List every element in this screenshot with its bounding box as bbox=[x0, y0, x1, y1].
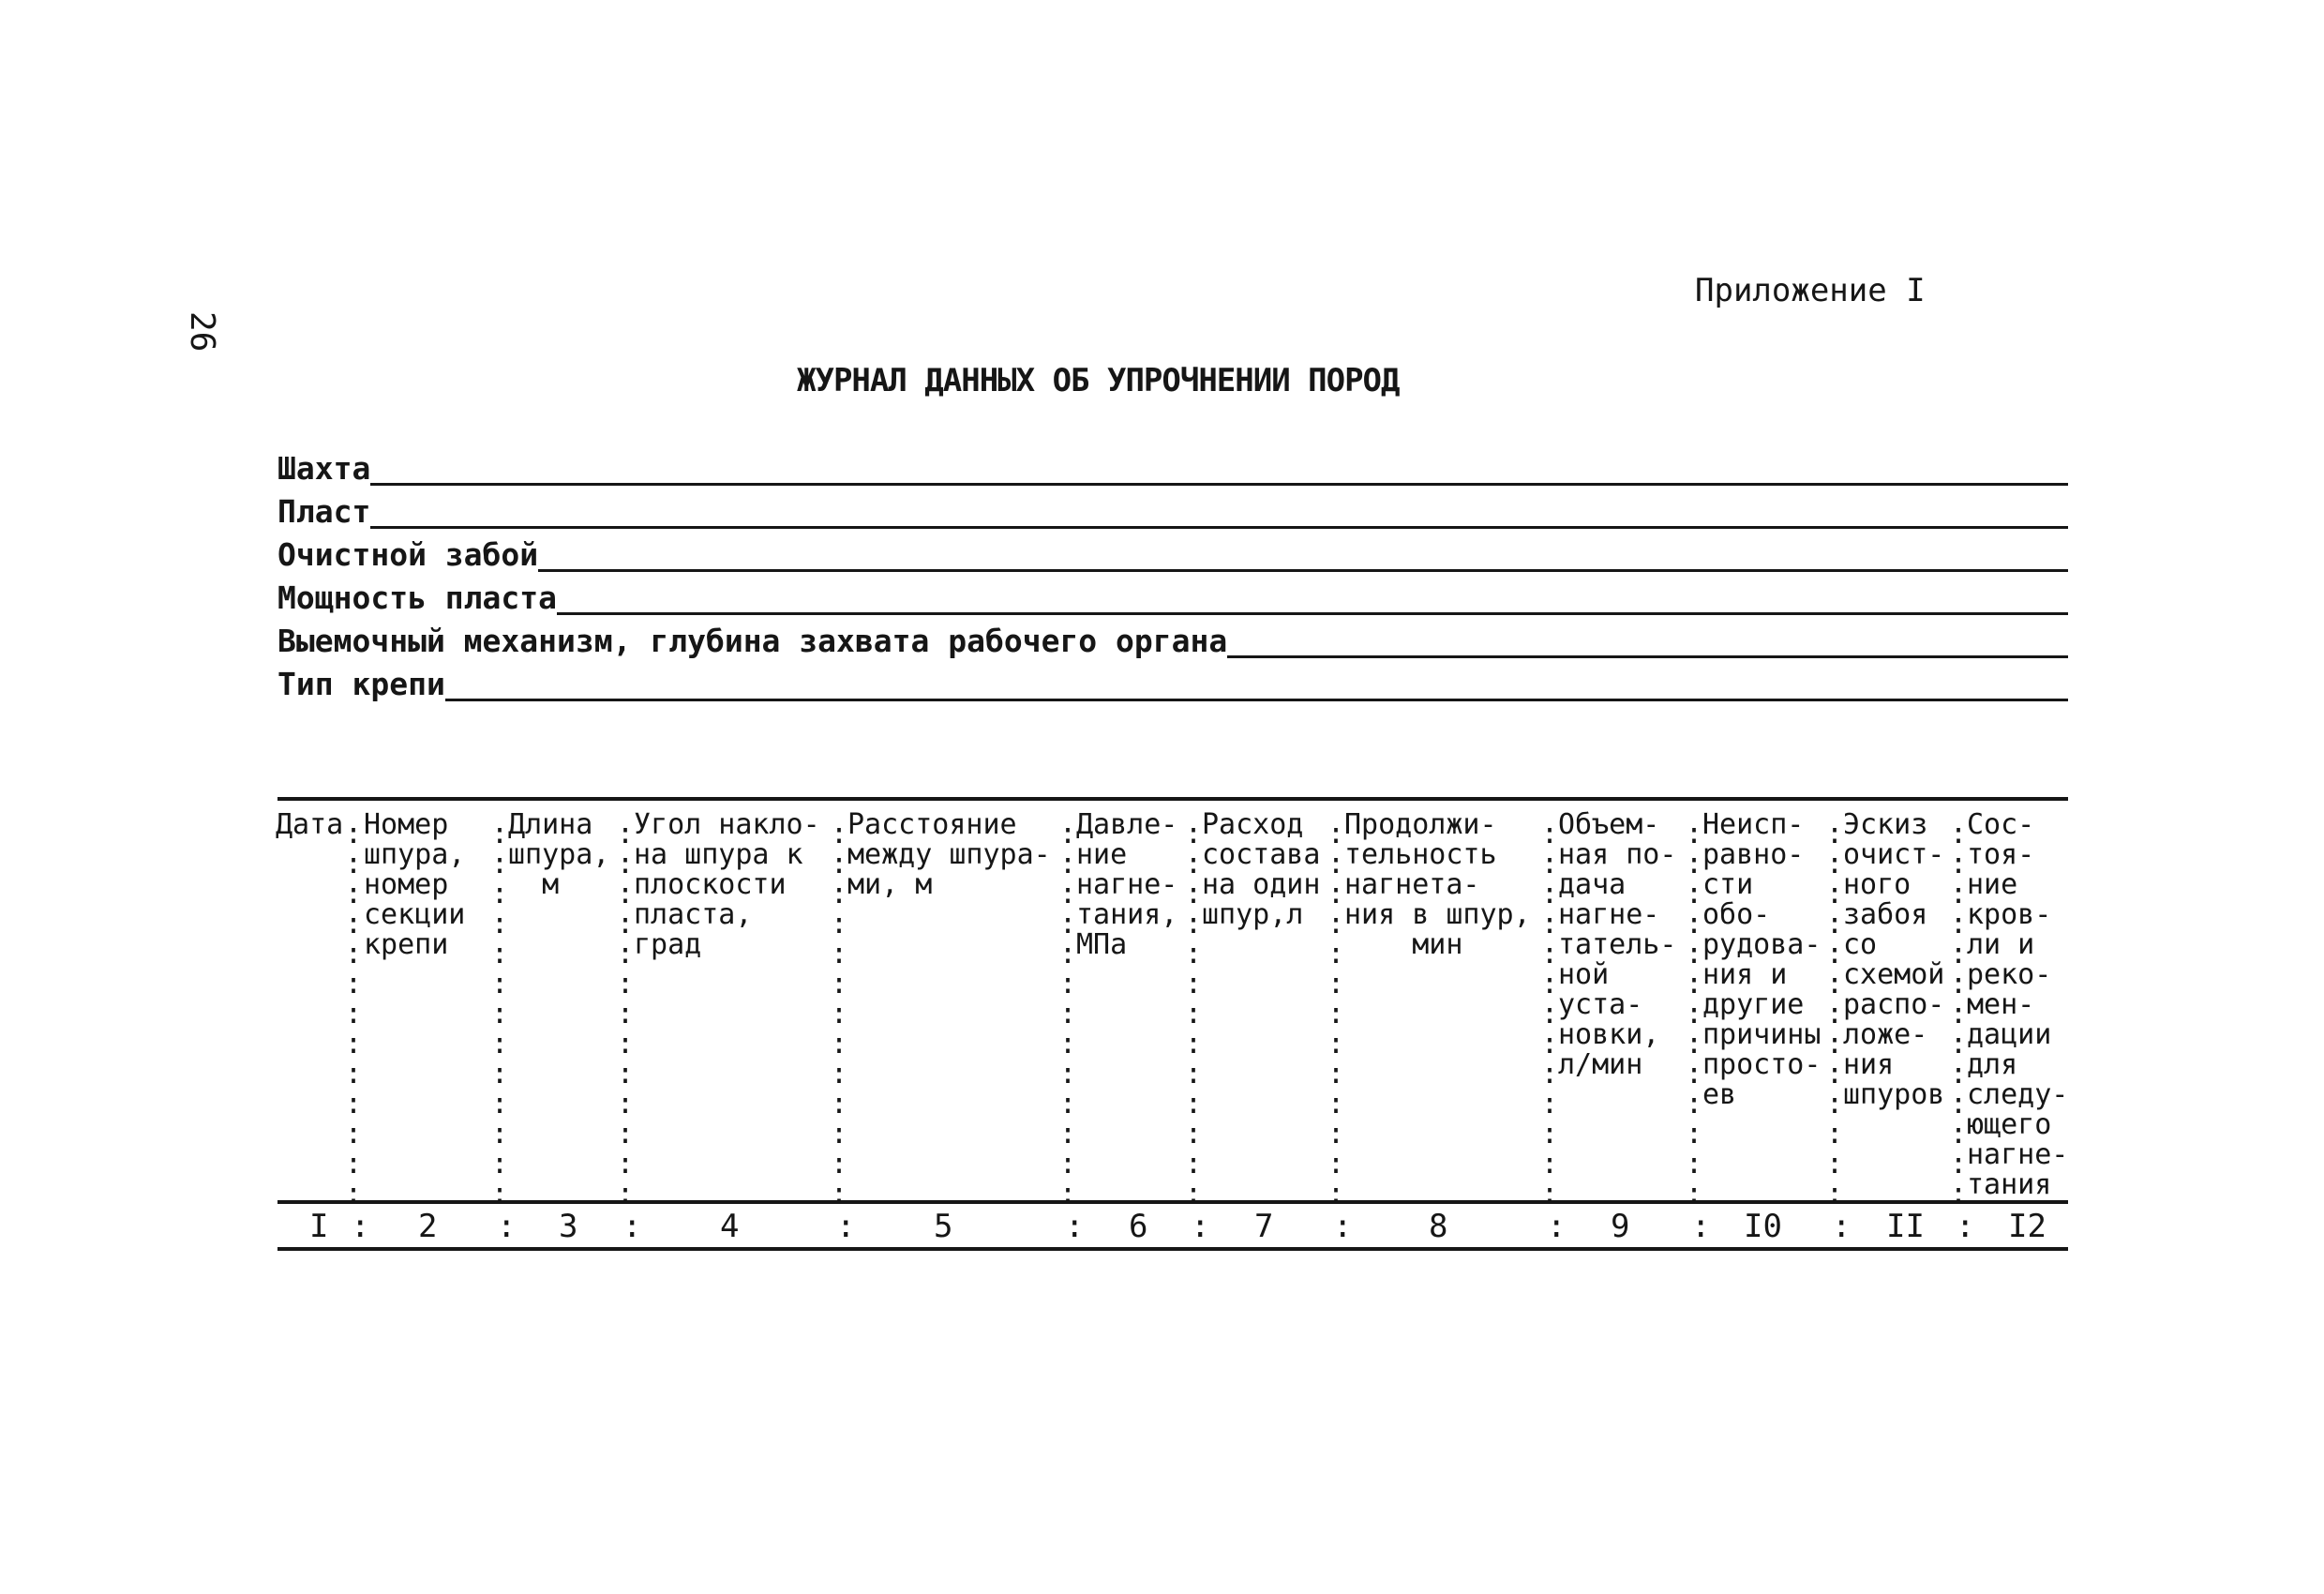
col-number-7: 7 bbox=[1254, 1208, 1274, 1245]
number-separator: : bbox=[1956, 1208, 1975, 1245]
field-line[interactable] bbox=[370, 444, 2068, 486]
field-label: Мощность пласта bbox=[277, 579, 558, 616]
number-separator: : bbox=[1547, 1208, 1567, 1245]
col-number-1: I bbox=[309, 1208, 329, 1245]
number-separator: : bbox=[497, 1208, 517, 1245]
col-header-pressure: Давле- ние нагне- тания, МПа bbox=[1076, 808, 1178, 961]
field-line[interactable] bbox=[445, 659, 2068, 701]
col-number-8: 8 bbox=[1429, 1208, 1448, 1245]
col-separator: : : : : : : : : : : : : : bbox=[1950, 818, 1968, 1211]
col-header-hole-angle: Угол накло- на шпура к плоскости пласта, град bbox=[634, 808, 820, 961]
table-bottom-rule bbox=[277, 1247, 2068, 1251]
col-separator: : : : : : : : : : : : : : bbox=[1826, 818, 1844, 1211]
col-separator: : : : : : : : : : : : : : bbox=[1327, 818, 1345, 1211]
col-number-6: 6 bbox=[1129, 1208, 1148, 1245]
field-line[interactable] bbox=[538, 530, 2068, 572]
col-number-11: II bbox=[1886, 1208, 1925, 1245]
number-separator: : bbox=[1333, 1208, 1353, 1245]
col-number-9: 9 bbox=[1611, 1208, 1630, 1245]
field-face[interactable] bbox=[277, 533, 2068, 572]
table-top-rule bbox=[277, 797, 2068, 801]
page-number: 26 bbox=[183, 311, 221, 353]
col-number-4: 4 bbox=[720, 1208, 740, 1245]
col-number-10: I0 bbox=[1744, 1208, 1782, 1245]
field-support-type[interactable] bbox=[277, 662, 2068, 701]
number-separator: : bbox=[1691, 1208, 1711, 1245]
number-separator: : bbox=[622, 1208, 642, 1245]
field-label: Выемочный механизм, глубина захвата рабочего органа bbox=[277, 623, 1228, 659]
col-separator: : : : : : : : : : : : : : bbox=[345, 818, 363, 1211]
col-header-sketch: Эскиз очист- ного забоя со схемой распо- ложе- ния шпуров bbox=[1843, 808, 1945, 1111]
col-number-2: 2 bbox=[418, 1208, 438, 1245]
col-header-date: Дата bbox=[276, 808, 344, 841]
col-header-malfunctions: Неисп- равно- сти обо- рудова- ния и другие причины просто- ев bbox=[1702, 808, 1822, 1111]
field-label: Пласт bbox=[277, 493, 371, 530]
col-header-hole-distance: Расстояние между шпура- ми, м bbox=[847, 808, 1051, 901]
table-header-rule bbox=[277, 1200, 2068, 1204]
number-separator: : bbox=[351, 1208, 370, 1245]
number-separator: : bbox=[1191, 1208, 1210, 1245]
field-seam[interactable] bbox=[277, 489, 2068, 529]
field-mine[interactable] bbox=[277, 446, 2068, 486]
col-separator: : : : : : : : : : : : : : bbox=[491, 818, 509, 1211]
col-header-hole-length: Длина шпура, м bbox=[508, 808, 610, 901]
field-mechanism[interactable] bbox=[277, 619, 2068, 658]
col-separator: : : : : : : : : : : : : : bbox=[831, 818, 848, 1211]
col-header-volume-rate: Объем- ная по- дача нагне- татель- ной уста- новки, л/мин bbox=[1558, 808, 1677, 1081]
col-separator: : : : : : : : : : : : : : bbox=[1059, 818, 1077, 1211]
number-separator: : bbox=[1065, 1208, 1085, 1245]
col-separator: : : : : : : : : : : : : : bbox=[1686, 818, 1703, 1211]
field-thickness[interactable] bbox=[277, 576, 2068, 615]
col-separator: : : : : : : : : : : : : : bbox=[1185, 818, 1203, 1211]
field-line[interactable] bbox=[1227, 616, 2068, 658]
field-label: Тип крепи bbox=[277, 666, 445, 702]
col-number-3: 3 bbox=[559, 1208, 578, 1245]
col-separator: : : : : : : : : : : : : : bbox=[1541, 818, 1559, 1211]
field-line[interactable] bbox=[557, 573, 2068, 615]
field-label: Очистной забой bbox=[277, 536, 539, 573]
field-label: Шахта bbox=[277, 450, 371, 487]
number-separator: : bbox=[836, 1208, 856, 1245]
page-title: ЖУРНАЛ ДАННЫХ ОБ УПРОЧНЕНИИ ПОРОД bbox=[797, 362, 1400, 399]
number-separator: : bbox=[1832, 1208, 1852, 1245]
col-header-consumption: Расход состава на один шпур,л bbox=[1202, 808, 1321, 931]
col-header-hole-number: Номер шпура, номер секции крепи bbox=[364, 808, 466, 961]
col-header-roof-condition: Сос- тоя- ние кров- ли и реко- мен- дации для следу- ющего нагне- тания bbox=[1967, 808, 2069, 1201]
appendix-label: Приложение I bbox=[1695, 272, 1926, 309]
col-separator: : : : : : : : : : : : : : bbox=[617, 818, 635, 1211]
field-line[interactable] bbox=[370, 487, 2068, 529]
col-number-5: 5 bbox=[934, 1208, 953, 1245]
col-number-12: I2 bbox=[2008, 1208, 2047, 1245]
col-header-duration: Продолжи- тельность нагнета- ния в шпур, мин bbox=[1344, 808, 1531, 961]
